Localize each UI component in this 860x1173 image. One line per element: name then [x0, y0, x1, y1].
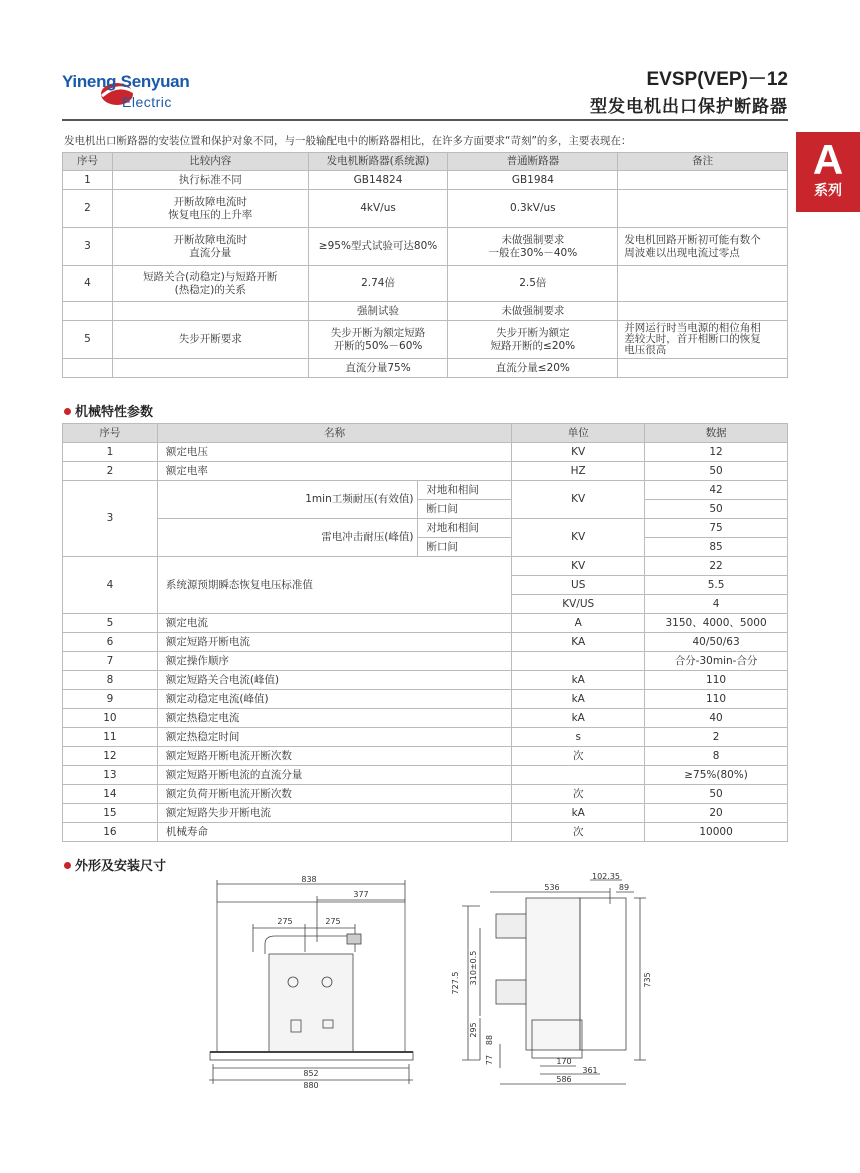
cell-note [618, 359, 788, 378]
cell-name: 额定操作顺序 [157, 652, 511, 671]
table-row [63, 321, 788, 359]
dim-275b: 275 [325, 917, 341, 926]
cell-value: ≥75%(80%) [645, 766, 788, 785]
cell-no: 6 [63, 633, 158, 652]
table-row [63, 728, 788, 747]
side-view-drawing [440, 868, 670, 1092]
col-header: 单位 [512, 424, 645, 443]
cell-name: 额定热稳定时间 [157, 728, 511, 747]
cell-gen: 强制试验 [308, 302, 448, 321]
comparison-table [62, 152, 788, 378]
cell-unit: US [512, 576, 645, 595]
dim-838: 838 [301, 875, 317, 884]
table-row [63, 519, 788, 538]
cell-gen: GB14824 [308, 171, 448, 190]
cell-no: 3 [63, 228, 113, 266]
cell-no: 13 [63, 766, 158, 785]
cell-note [618, 266, 788, 302]
dim-377: 377 [353, 890, 369, 899]
cell-gen: 失步开断为额定短路 开断的50%－60% [308, 321, 448, 359]
cell-gen: 直流分量75% [308, 359, 448, 378]
table-row [63, 462, 788, 481]
table-row [63, 481, 788, 500]
cell-no: 15 [63, 804, 158, 823]
cell-no: 1 [63, 171, 113, 190]
header-divider [62, 119, 788, 121]
mech-table [62, 423, 788, 842]
cell-item: 开断故障电流时 直流分量 [112, 228, 308, 266]
cell-no: 10 [63, 709, 158, 728]
cell-name: 额定动稳定电流(峰值) [157, 690, 511, 709]
table-row [63, 709, 788, 728]
table-row [63, 359, 788, 378]
mech-section-label: 机械特性参数 [75, 405, 154, 420]
cell-note [618, 171, 788, 190]
cell-value: 5.5 [645, 576, 788, 595]
cell-unit: KV [512, 481, 645, 519]
cell-name: 额定短路开断电流 [157, 633, 511, 652]
cell-value: 50 [645, 500, 788, 519]
cell-sub: 断口间 [418, 538, 512, 557]
cell-unit: 次 [512, 747, 645, 766]
cell-note [618, 302, 788, 321]
cell-value: 8 [645, 747, 788, 766]
dims-section-title [64, 855, 166, 874]
table-header-row [63, 153, 788, 171]
table-row [63, 823, 788, 842]
cell-note [618, 190, 788, 228]
cell-name: 额定电压 [157, 443, 511, 462]
page-title: 型发电机出口保护断路器 [590, 97, 788, 117]
dims-section-label: 外形及安装尺寸 [75, 859, 167, 874]
cell-value: 12 [645, 443, 788, 462]
dim-77: 77 [485, 1054, 494, 1066]
col-header: 普通断路器 [448, 153, 618, 171]
cell-name: 机械寿命 [157, 823, 511, 842]
cell-no: 2 [63, 462, 158, 481]
cell-unit: kA [512, 804, 645, 823]
cell-item: 短路关合(动稳定)与短路开断 (热稳定)的关系 [112, 266, 308, 302]
cell-no: 7 [63, 652, 158, 671]
col-header: 备注 [618, 153, 788, 171]
cell-name: 额定电率 [157, 462, 511, 481]
cell-value: 合分-30min-合分 [645, 652, 788, 671]
bullet-dot [64, 408, 71, 415]
cell-unit: 次 [512, 785, 645, 804]
table-header-row [63, 424, 788, 443]
table-row [63, 633, 788, 652]
cell-normal: GB1984 [448, 171, 618, 190]
cell-no: 4 [63, 557, 158, 614]
col-header: 序号 [63, 424, 158, 443]
cell-value: 75 [645, 519, 788, 538]
table-row [63, 443, 788, 462]
cell-no [63, 302, 113, 321]
cell-unit: KV [512, 519, 645, 557]
cell-value: 50 [645, 462, 788, 481]
dim-88: 88 [485, 1034, 494, 1046]
cell-value: 40/50/63 [645, 633, 788, 652]
cell-sub: 断口间 [418, 500, 512, 519]
cell-value: 40 [645, 709, 788, 728]
cell-unit: A [512, 614, 645, 633]
cell-value: 42 [645, 481, 788, 500]
brand-logo [62, 72, 202, 116]
cell-unit: KA [512, 633, 645, 652]
cell-no: 5 [63, 614, 158, 633]
col-header: 比较内容 [112, 153, 308, 171]
cell-gen: 2.74倍 [308, 266, 448, 302]
dim-586: 586 [556, 1075, 572, 1084]
cell-normal: 未做强制要求 一般在30%－40% [448, 228, 618, 266]
dim-295: 295 [469, 1022, 478, 1038]
cell-note: 发电机回路开断初可能有数个 周波难以出现电流过零点 [618, 228, 788, 266]
cell-name: 额定电流 [157, 614, 511, 633]
cell-no [63, 359, 113, 378]
cell-unit: kA [512, 671, 645, 690]
cell-name: 系统源预期瞬态恢复电压标准值 [157, 557, 511, 614]
cell-name: 额定短路开断电流的直流分量 [157, 766, 511, 785]
cell-normal: 2.5倍 [448, 266, 618, 302]
table-row [63, 747, 788, 766]
cell-no: 5 [63, 321, 113, 359]
cell-name: 额定热稳定电流 [157, 709, 511, 728]
cell-no: 11 [63, 728, 158, 747]
table-row [63, 302, 788, 321]
col-header: 序号 [63, 153, 113, 171]
table-row [63, 766, 788, 785]
dim-275a: 275 [277, 917, 293, 926]
front-view-drawing [205, 872, 425, 1092]
cell-value: 50 [645, 785, 788, 804]
cell-unit: HZ [512, 462, 645, 481]
table-row [63, 557, 788, 576]
cell-normal: 0.3kV/us [448, 190, 618, 228]
cell-no: 9 [63, 690, 158, 709]
cell-normal: 未做强制要求 [448, 302, 618, 321]
table-row [63, 671, 788, 690]
cell-unit: KV/US [512, 595, 645, 614]
series-tab [796, 132, 860, 212]
cell-value: 85 [645, 538, 788, 557]
cell-name: 额定短路关合电流(峰值) [157, 671, 511, 690]
model-title: EVSP(VEP)－12 [646, 69, 788, 90]
cell-no: 8 [63, 671, 158, 690]
brand-sub: Electric [122, 94, 172, 110]
cell-value: 110 [645, 671, 788, 690]
table-row [63, 614, 788, 633]
dim-880: 880 [303, 1081, 319, 1090]
col-header: 数据 [645, 424, 788, 443]
cell-no: 3 [63, 481, 158, 557]
dim-89: 89 [618, 883, 630, 892]
mech-section-title [64, 401, 153, 420]
col-header: 名称 [157, 424, 511, 443]
cell-value: 2 [645, 728, 788, 747]
cell-value: 110 [645, 690, 788, 709]
cell-unit: s [512, 728, 645, 747]
table-row [63, 266, 788, 302]
table-row [63, 228, 788, 266]
cell-gen: ≥95%型式试验可达80% [308, 228, 448, 266]
table-row [63, 785, 788, 804]
cell-name: 额定短路开断电流开断次数 [157, 747, 511, 766]
cell-sub: 对地和相间 [418, 519, 512, 538]
cell-no: 2 [63, 190, 113, 228]
dim-536: 536 [544, 883, 560, 892]
dim-852: 852 [303, 1069, 319, 1078]
cell-note: 并网运行时当电源的相位角相 差较大时，首开相断口的恢复 电压很高 [618, 321, 788, 359]
cell-gen: 4kV/us [308, 190, 448, 228]
series-letter: A [812, 136, 844, 183]
cell-group: 雷电冲击耐压(峰值) [157, 519, 418, 557]
cell-no: 14 [63, 785, 158, 804]
table-row [63, 652, 788, 671]
cell-item: 开断故障电流时 恢复电压的上升率 [112, 190, 308, 228]
table-row [63, 690, 788, 709]
dim-361: 361 [582, 1066, 598, 1075]
cell-value: 10000 [645, 823, 788, 842]
table-row [63, 804, 788, 823]
bullet-dot [64, 862, 71, 869]
cell-item: 失步开断要求 [112, 321, 308, 359]
cell-value: 4 [645, 595, 788, 614]
cell-unit [512, 652, 645, 671]
table-row [63, 190, 788, 228]
cell-no: 1 [63, 443, 158, 462]
cell-value: 20 [645, 804, 788, 823]
cell-no: 16 [63, 823, 158, 842]
cell-normal: 失步开断为额定 短路开断的≤20% [448, 321, 618, 359]
cell-name: 额定负荷开断电流开断次数 [157, 785, 511, 804]
cell-unit: kA [512, 690, 645, 709]
cell-normal: 直流分量≤20% [448, 359, 618, 378]
cell-unit: KV [512, 443, 645, 462]
cell-item: 执行标准不同 [112, 171, 308, 190]
cell-unit: KV [512, 557, 645, 576]
table-row [63, 171, 788, 190]
dim-310: 310±0.5 [469, 950, 478, 986]
col-header: 发电机断路器(系统源) [308, 153, 448, 171]
intro-text: 发电机出口断路器的安装位置和保护对象不同，与一般输配电中的断路器相比，在许多方面要求“苛刻”的多，主要表现在： [64, 135, 632, 147]
cell-group: 1min工频耐压(有效值) [157, 481, 418, 519]
dim-735: 735 [643, 972, 652, 988]
series-word: 系列 [814, 183, 842, 199]
brand-name: Yineng Senyuan [62, 72, 190, 91]
cell-sub: 对地和相间 [418, 481, 512, 500]
cell-item [112, 302, 308, 321]
dim-170: 170 [556, 1057, 572, 1066]
cell-item [112, 359, 308, 378]
cell-unit [512, 766, 645, 785]
cell-value: 22 [645, 557, 788, 576]
dim-102: 102.35 [592, 872, 620, 881]
cell-unit: kA [512, 709, 645, 728]
dim-727: 727.5 [451, 971, 460, 995]
cell-no: 4 [63, 266, 113, 302]
cell-no: 12 [63, 747, 158, 766]
cell-value: 3150、4000、5000 [645, 614, 788, 633]
cell-name: 额定短路失步开断电流 [157, 804, 511, 823]
cell-unit: 次 [512, 823, 645, 842]
